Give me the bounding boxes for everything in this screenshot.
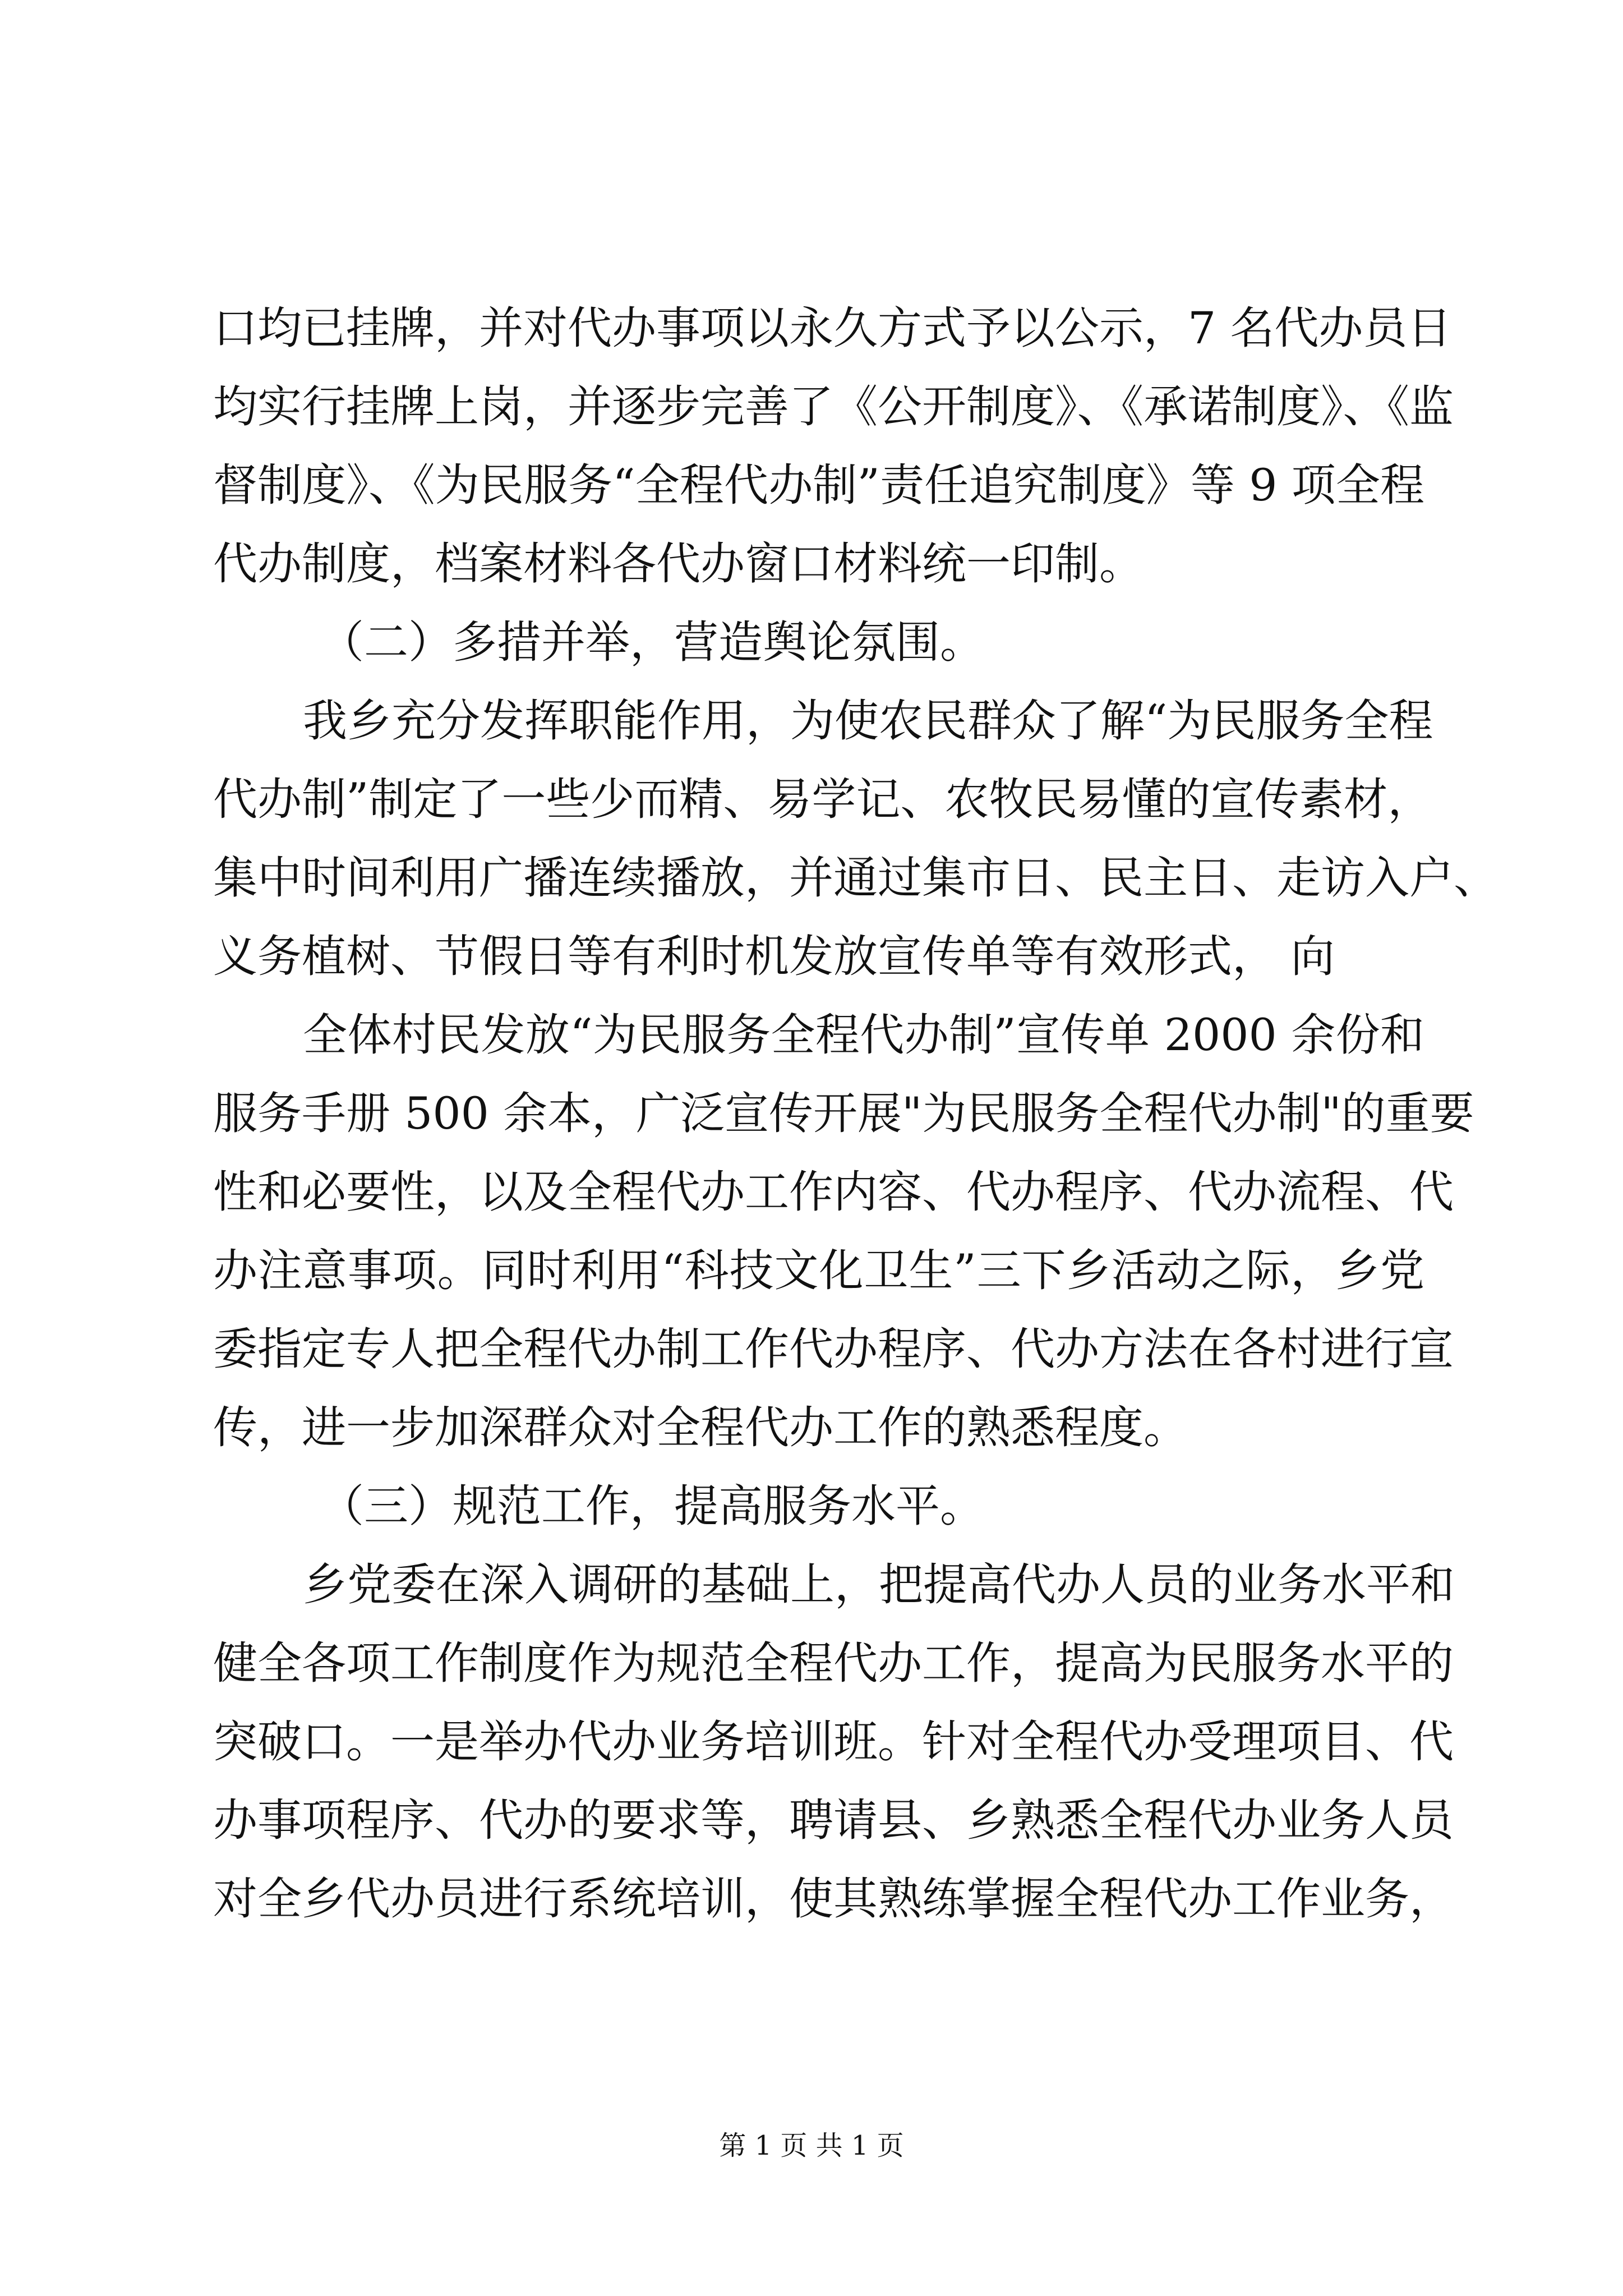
section-heading: （三）规范工作，提高服务水平。 xyxy=(320,1480,984,1532)
text-line: 办事项程序、代办的要求等，聘请县、乡熟悉全程代办业务人员 xyxy=(213,1795,1454,1846)
document-body xyxy=(213,289,1498,1938)
text-line: 督制度》、《为民服务“全程代办制”责任追究制度》等 9 项全程 xyxy=(213,459,1424,511)
text-line: 对全乡代办员进行系统培训，使其熟练掌握全程代办工作业务， xyxy=(213,1873,1454,1925)
text-line: 传，进一步加深群众对全程代办工作的熟悉程度。 xyxy=(213,1402,1188,1453)
text-line: 性和必要性，以及全程代办工作内容、代办程序、代办流程、代 xyxy=(213,1166,1454,1218)
text-line: 委指定专人把全程代办制工作代办程序、代办方法在各村进行宣 xyxy=(213,1323,1454,1375)
page-footer: 第 1 页 共 1 页 xyxy=(719,2130,904,2161)
text-line: 代办制度，档案材料各代办窗口材料统一印制。 xyxy=(213,538,1144,590)
section-heading: （二）多措并举，营造舆论氛围。 xyxy=(320,616,984,668)
paragraph-first-line: 我乡充分发挥职能作用，为使农民群众了解“为民服务全程 xyxy=(303,695,1433,747)
paragraph-first-line: 全体村民发放“为民服务全程代办制”宣传单 2000 余份和 xyxy=(303,1009,1424,1061)
text-line: 集中时间利用广播连续播放，并通过集市日、民主日、走访入户、 xyxy=(213,852,1498,904)
text-line: 突破口。一是举办代办业务培训班。针对全程代办受理项目、代 xyxy=(213,1716,1454,1768)
text-line: 健全各项工作制度作为规范全程代办工作，提高为民服务水平的 xyxy=(213,1637,1454,1689)
text-line: 义务植树、节假日等有利时机发放宣传单等有效形式， 向 xyxy=(213,931,1335,982)
text-line: 服务手册 500 余本，广泛宣传开展"为民服务全程代办制"的重要 xyxy=(213,1088,1474,1139)
text-line: 办注意事项。同时利用“科技文化卫生”三下乡活动之际，乡党 xyxy=(213,1245,1424,1296)
paragraph-first-line: 乡党委在深入调研的基础上，把提高代办人员的业务水平和 xyxy=(303,1559,1455,1611)
text-line: 均实行挂牌上岗，并逐步完善了《公开制度》、《承诺制度》、《监 xyxy=(213,381,1454,432)
text-line: 口均已挂牌，并对代办事项以永久方式予以公示，7 名代办员日 xyxy=(213,302,1452,354)
text-line: 代办制”制定了一些少而精、易学记、农牧民易懂的宣传素材， xyxy=(213,774,1432,825)
